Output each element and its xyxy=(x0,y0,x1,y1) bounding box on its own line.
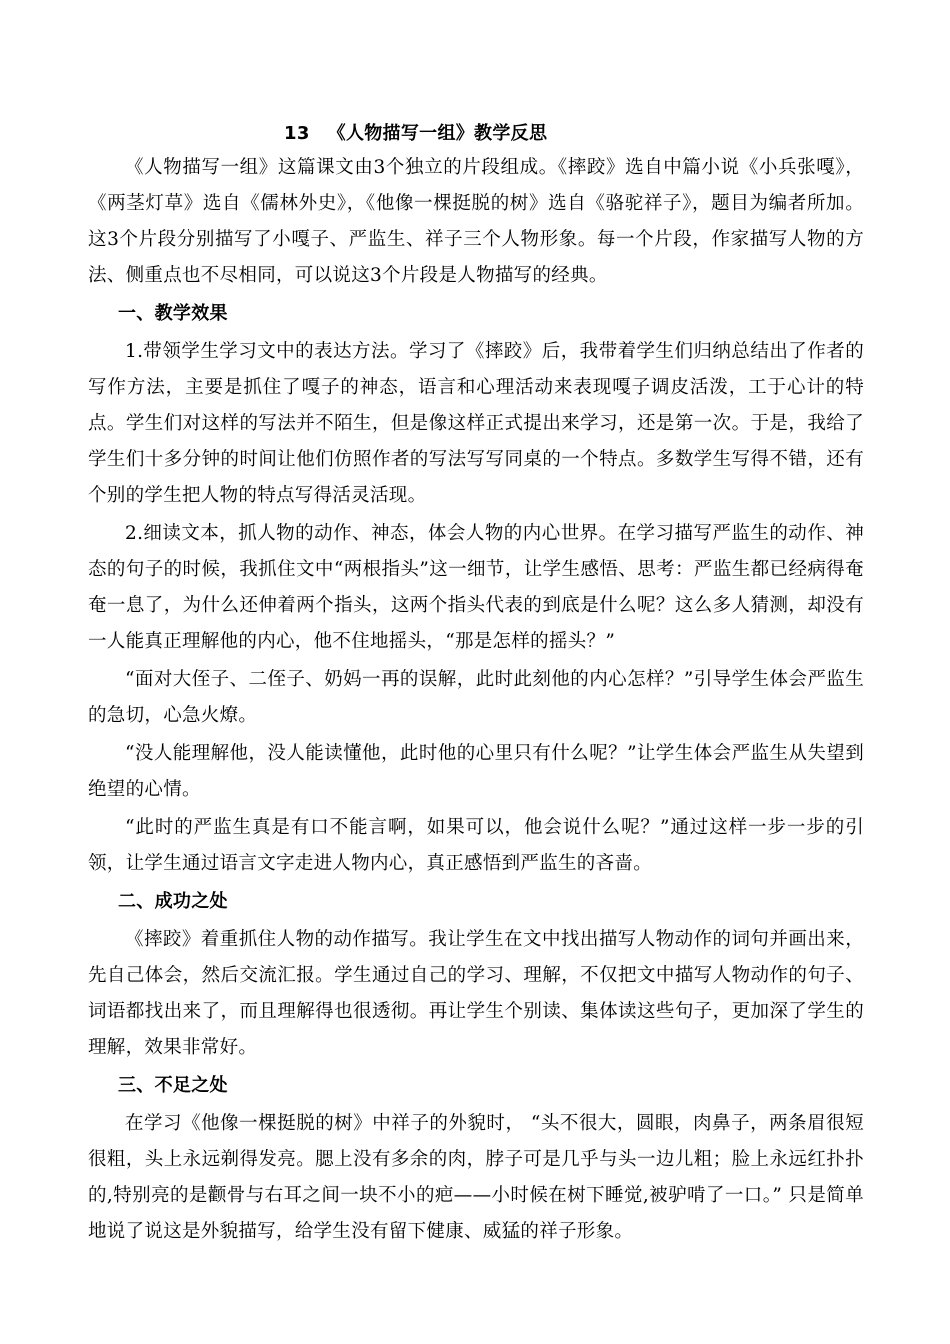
section-heading-successes: 二、成功之处 xyxy=(118,891,228,912)
section1-paragraph-2: 2.细读文本，抓人物的动作、神态，体会人物的内心世界。在学习描写严监生的动作、神态的句子的时候，我抓住文中“两根指头”这一细节，让学生感悟、思考：严监生都已经病得奄奄一息了，为什么还伸着两个指头，这两个指头代表的到底是什么呢？这么多人猜测，却没有一人能真正理解他的内心，他不住地摇头，“那是怎样的摇头？” xyxy=(88,523,864,652)
section-heading-shortcomings: 三、不足之处 xyxy=(118,1075,228,1096)
section2-paragraph-1: 《摔跤》着重抓住人物的动作描写。我让学生在文中找出描写人物动作的词句并画出来，先自己体会，然后交流汇报。学生通过自己的学习、理解，不仅把文中描写人物动作的句子、词语都找出来了，而且理解得也很透彻。再让学生个别读、集体读这些句子，更加深了学生的理解，效果非常好。 xyxy=(88,929,864,1058)
section3-paragraph-1: 在学习《他像一棵挺脱的树》中祥子的外貌时， “头不很大，圆眼，肉鼻子，两条眉很短很粗，头上永远剃得发亮。腮上没有多余的肉，脖子可是几乎与头一边儿粗；脸上永远红扑扑的,特别亮的是颧骨与右耳之间一块不小的疤——小时候在树下睡觉,被驴啃了一口。” 只是简单地说了说这是外貌描写，给学生没有留下健康、威猛的祥子形象。 xyxy=(88,1113,864,1242)
section1-paragraph-4: “没人能理解他，没人能读懂他，此时他的心里只有什么呢？”让学生体会严监生从失望到绝望的心情。 xyxy=(88,743,864,800)
document-page xyxy=(88,118,864,1250)
section1-paragraph-1: 1.带领学生学习文中的表达方法。学习了《摔跤》后，我带着学生们归纳总结出了作者的写作方法，主要是抓住了嘎子的神态，语言和心理活动来表现嘎子调皮活泼，工于心计的特点。学生们对这样的写法并不陌生，但是像这样正式提出来学习，还是第一次。于是，我给了学生们十多分钟的时间让他们仿照作者的写法写写同桌的一个特点。多数学生写得不错，还有个别的学生把人物的特点写得活灵活现。 xyxy=(88,341,864,506)
title-number: 13 xyxy=(284,123,310,144)
section-heading-teaching-effect: 一、教学效果 xyxy=(118,303,228,324)
title-text: 《人物描写一组》教学反思 xyxy=(327,123,548,144)
intro-paragraph: 《人物描写一组》这篇课文由3个独立的片段组成。《摔跤》选自中篇小说《小兵张嘎》，《两茎灯草》选自《儒林外史》，《他像一棵挺脱的树》选自《骆驼祥子》，题目为编者所加。这3个片段分别描写了小嘎子、严监生、祥子三个人物形象。每一个片段，作家描写人物的方法、侧重点也不尽相同，可以说这3个片段是人物描写的经典。 xyxy=(88,157,864,286)
section1-paragraph-5: “此时的严监生真是有口不能言啊，如果可以，他会说什么呢？”通过这样一步一步的引领，让学生通过语言文字走进人物内心，真正感悟到严监生的吝啬。 xyxy=(88,817,864,874)
document-title xyxy=(88,118,864,150)
section1-paragraph-3: “面对大侄子、二侄子、奶妈一再的误解，此时此刻他的内心怎样？”引导学生体会严监生的急切，心急火燎。 xyxy=(88,669,864,726)
